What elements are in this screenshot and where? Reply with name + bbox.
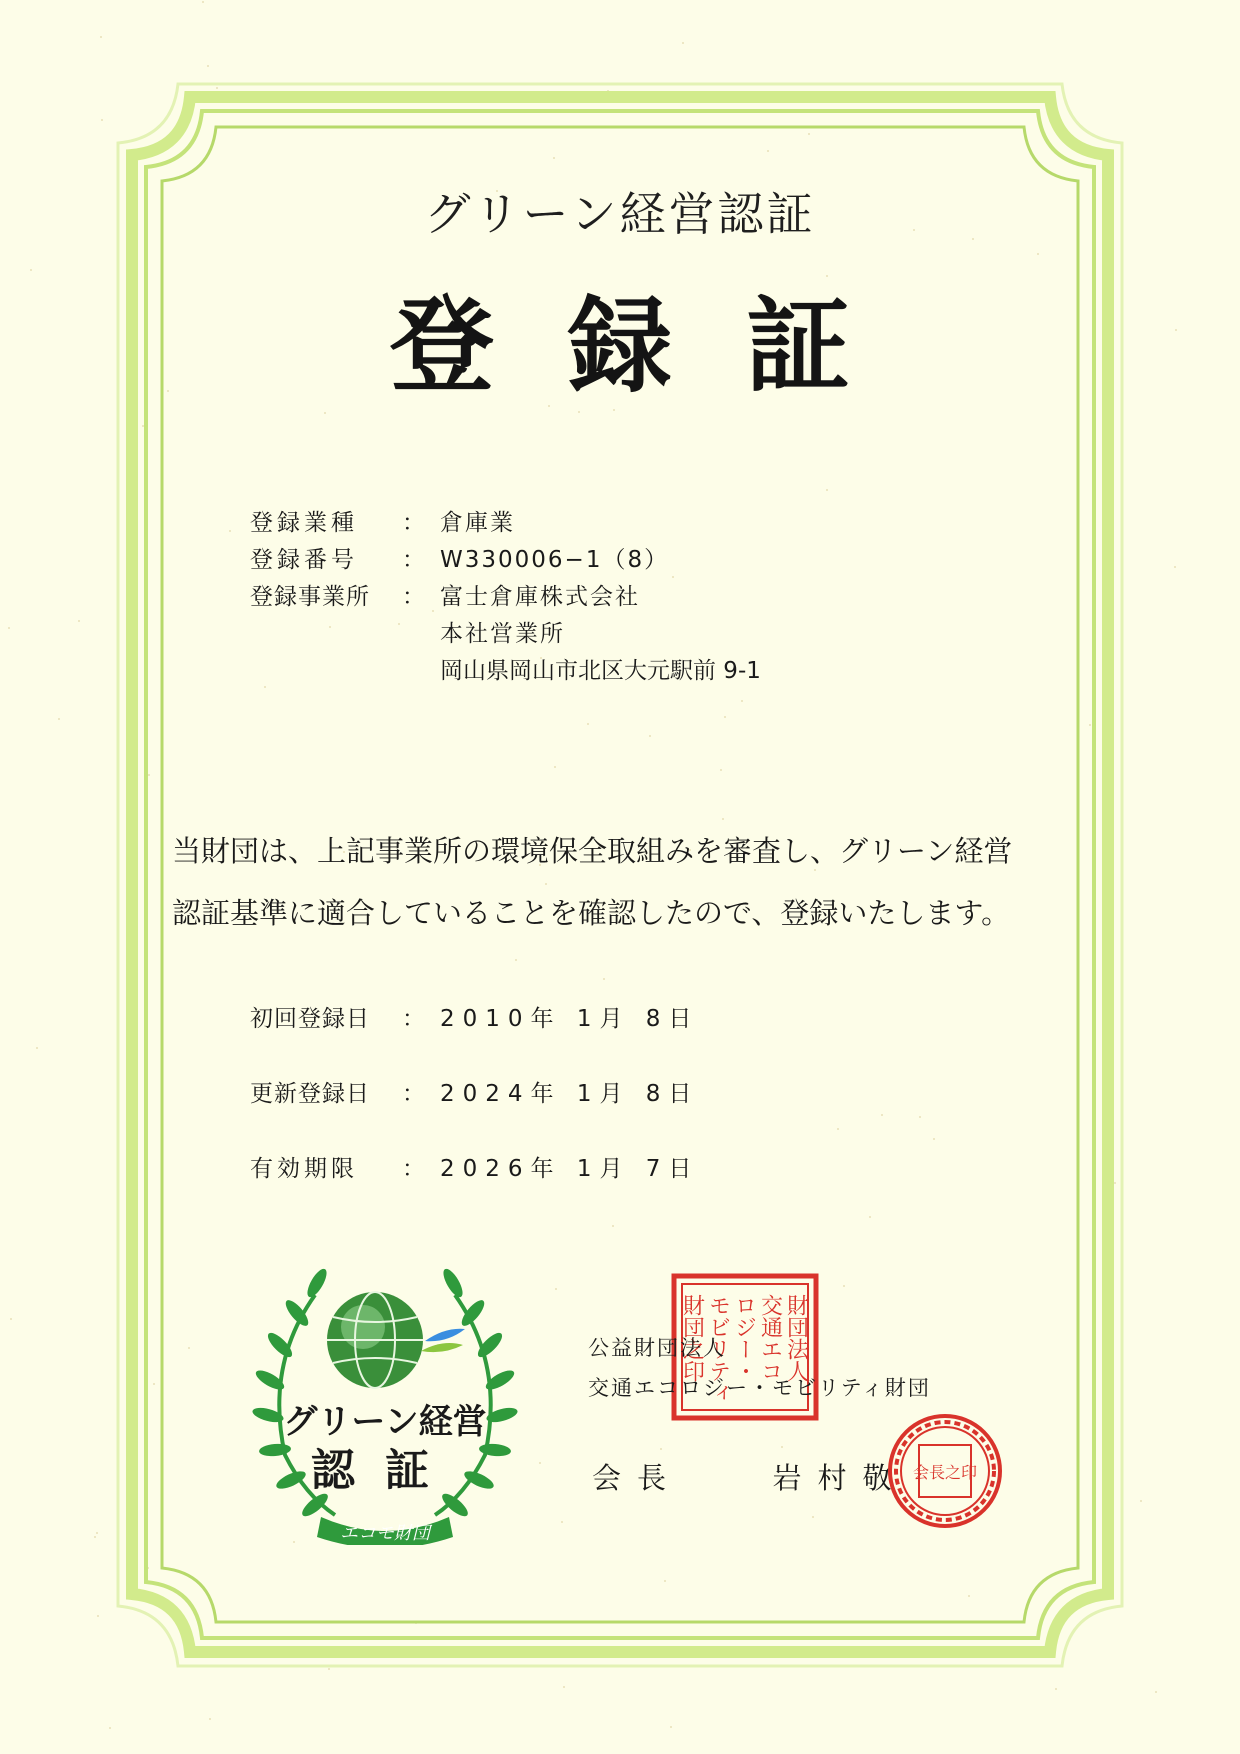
issuer — [588, 1328, 931, 1408]
issuer-name: 交通エコロジー・モビリティ財団 — [588, 1376, 931, 1400]
seal-text-3: ロジー・ — [731, 1294, 757, 1382]
office-address: 岡山県岡山市北区大元駅前 9-1 — [440, 658, 761, 684]
number-label: 登録番号 — [250, 547, 358, 573]
seal-text-4: モビリティ — [705, 1294, 731, 1404]
renewal-registration-date: 2024年 1月 8日 — [440, 1081, 700, 1107]
colon: ： — [402, 1006, 425, 1032]
industry-value: 倉庫業 — [440, 510, 515, 536]
signer-title: 会長 — [592, 1461, 683, 1495]
colon: ： — [402, 1081, 425, 1107]
expiry-date: 2026年 1月 7日 — [440, 1156, 700, 1182]
signer-name: 岩村敬 — [772, 1461, 908, 1495]
chairman-seal — [886, 1412, 1004, 1530]
seal-text-5: 財団之印 — [679, 1294, 705, 1382]
colon: ： — [402, 584, 425, 610]
certification-statement — [172, 820, 1092, 944]
office-name: 本社営業所 — [440, 621, 565, 647]
seal-text-1: 財団法人 — [783, 1294, 809, 1382]
logo-ribbon-text: エコモ財団 — [340, 1523, 430, 1544]
logo-text-line-2: 認証 — [311, 1445, 459, 1496]
certificate-subtitle: グリーン経営認証 — [424, 187, 816, 241]
colon: ： — [402, 1156, 425, 1182]
first-registration-date: 2010年 1月 8日 — [440, 1006, 700, 1032]
seal-text-2: 交通エコ — [757, 1294, 783, 1382]
colon: ： — [402, 547, 425, 573]
issuer-type: 公益財団法人 — [588, 1336, 726, 1360]
green-management-logo — [225, 1255, 545, 1545]
globe-icon — [327, 1292, 423, 1388]
industry-label: 登録業種 — [250, 510, 358, 536]
colon: ： — [402, 510, 425, 536]
company-name: 富士倉庫株式会社 — [440, 584, 640, 610]
leaf-icon — [421, 1329, 465, 1352]
renewal-registration-label: 更新登録日 — [250, 1081, 370, 1107]
number-value: W330006−1（8） — [440, 547, 670, 573]
expiry-label: 有効期限 — [250, 1156, 358, 1182]
logo-text-line-1: グリーン経営 — [283, 1402, 487, 1442]
round-seal-text: 会長之印 — [912, 1463, 978, 1482]
first-registration-label: 初回登録日 — [250, 1006, 370, 1032]
statement-line-1: 当財団は、上記事業所の環境保全取組みを審査し、グリーン経営 — [172, 834, 1013, 868]
signer — [592, 1456, 907, 1497]
office-label: 登録事業所 — [250, 584, 370, 610]
statement-line-2: 認証基準に適合していることを確認したので、登録いたします。 — [172, 896, 1011, 930]
certificate-title: 登録証 — [389, 285, 924, 407]
